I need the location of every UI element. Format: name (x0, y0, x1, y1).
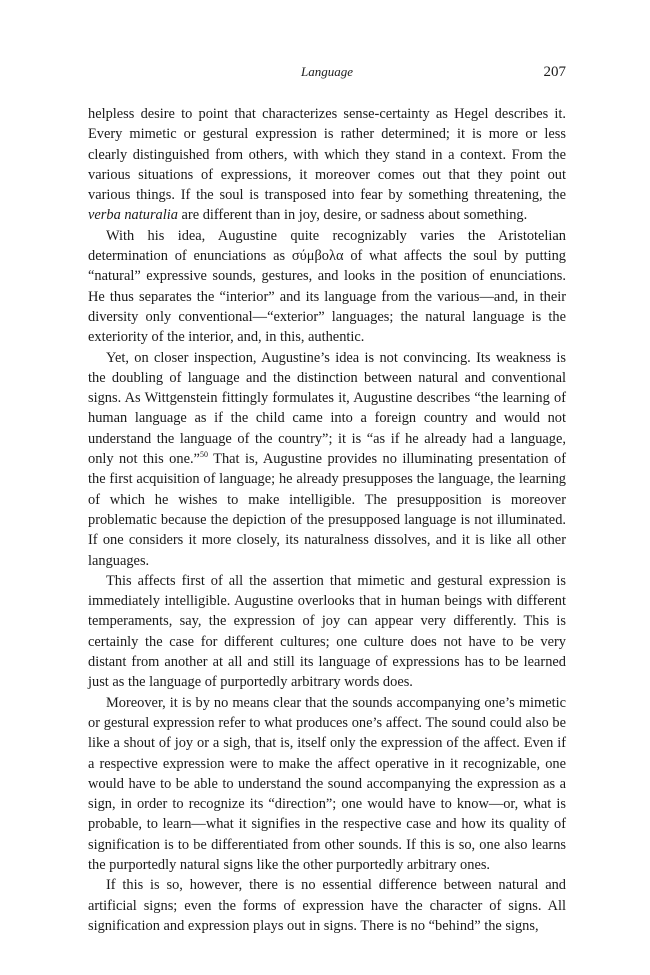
text-run: That is, Augustine provides no illuminating presentation of the first acquisition of language; he already presupposes the language, the learning of which he wishes to make intelligible. The presupposition is moreover problematic because the depiction of the presupposed language is not illuminated. If one considers it more closely, its naturalness dissolves, and it is like all other languages. (88, 451, 566, 569)
running-title: Language (301, 64, 353, 79)
footnote-reference[interactable]: 50 (199, 450, 208, 460)
paragraph-1 (88, 104, 566, 226)
body-text (88, 104, 566, 936)
paragraph-6 (88, 875, 566, 936)
text-run: helpless desire to point that characterizes sense-certainty as Hegel describes it. Every mimetic or gestural expression is rather determined; it is more or less clearly distinguished from others, with which they stand in a context. From the various situations of expressions, it moreover comes out that they point out various things. If the soul is transposed into fear by something threatening, the (88, 106, 566, 204)
latin-term-verba-naturalia: verba naturalia (88, 207, 178, 224)
page-number: 207 (543, 64, 566, 80)
text-run: Moreover, it is by no means clear that the sounds accompanying one’s mimetic or gestural expression refer to what produces one’s affect. The sound could also be like a shout of joy or a sigh, that is, itself only the expression of the affect. Even if a respective expression were to make the affect operative in it recognizable, one would have to be able to understand the sound accompanying the expression as a sign, in order to recognize its “direction”; one would have to know—or, what is probable, to learn—what it signifies in the respective case and how its quality of signification is to be differentiated from other sounds. If this is so, one also learns the purportedly natural signs like the other purportedly arbitrary ones. (88, 694, 566, 873)
paragraph-4 (88, 571, 566, 693)
text-run: If this is so, however, there is no essential difference between natural and artificial signs; even the forms of expression have the character of signs. All signification and expression plays out in signs. There is no “behind” the signs, (88, 877, 566, 934)
text-run: This affects first of all the assertion that mimetic and gestural expression is immediately intelligible. Augustine overlooks that in human beings with different temperaments, say, the expression of joy can appear very differently. This is certainly the case for different cultures; one culture does not have to be very distant from another at all and still its language of expressions has to be learned just as the language of purportedly arbitrary words does. (88, 572, 566, 691)
paragraph-2 (88, 226, 566, 348)
text-run: With his idea, Augustine quite recognizably varies the Aristotelian determination of enunciations as σύμβολα of what affects the soul by putting “natural” expressive sounds, gestures, and looks in the position of enunciations. He thus separates the “interior” and its language from the various—and, in their diversity only conventional—“exterior” languages; the natural language is the exteriority of the interior, and, in this, authentic. (88, 227, 566, 346)
text-run: are different than in joy, desire, or sadness about something. (177, 207, 528, 224)
running-head (88, 62, 566, 82)
paragraph-3 (88, 348, 566, 571)
paragraph-5 (88, 693, 566, 876)
text-run: Yet, on closer inspection, Augustine’s idea is not convincing. Its weakness is the doubling of language and the distinction between natural and conventional signs. As Wittgenstein fittingly formulates it, Augustine describes “the learning of human language as if the child came into a foreign country and would not understand the language of the country”; it is “as if he already had a language, only not this one.” (88, 349, 566, 468)
